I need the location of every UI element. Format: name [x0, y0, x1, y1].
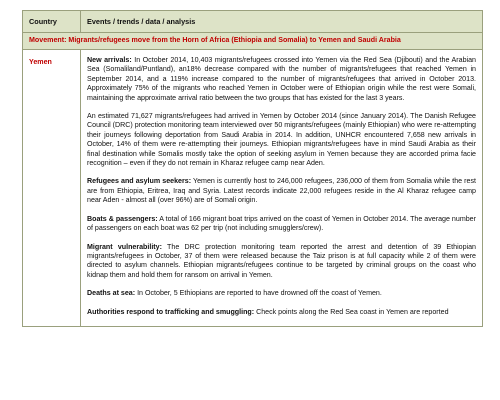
paragraph-lead: Authorities respond to trafficking and smuggling:: [87, 307, 255, 316]
paragraph-text: Check points along the Red Sea coast in Yemen are reported: [254, 307, 449, 316]
paragraph-text: The DRC protection monitoring team reported the arrest and detention of 39 Ethiopian migrants/refugees in October, 37 of them were released because the Taiz prison is at full capacity while 2 of them were directed to asylum channels. Ethiopian migrants/refugees continue to be targeted by criminal groups on the coast who kidnap them and hold them for ransom on arrival in Yemen.: [87, 242, 477, 279]
paragraph-lead: New arrivals:: [87, 56, 132, 64]
paragraph-text: A total of 166 migrant boat trips arrived on the coast of Yemen in October 2014. The average number of passengers on each boat was 62 per trip (not including smugglers/crew).: [87, 214, 476, 233]
paragraph-lead: Refugees and asylum seekers:: [87, 177, 192, 186]
country-analysis: [81, 50, 483, 327]
paragraph-text: Yemen is currently host to 246,000 refugees, 236,000 of them from Somalia while the rest are from Ethiopia, Eritrea, Iraq and Syria. Latest records indicate 22,000 refugees reside in the Al Kharaz refugee camp near Aden - almost all (over 96%) are of Somali origin.: [87, 177, 476, 205]
paragraph: [87, 56, 476, 103]
country-row: [23, 50, 483, 327]
paragraph-lead: Migrant vulnerability:: [87, 242, 162, 251]
paragraph-text: In October, 5 Ethiopians are reported to have drowned off the coast of Yemen.: [135, 289, 382, 298]
header-country: Country: [23, 11, 81, 33]
table-header-row: [23, 11, 483, 33]
paragraph-text: In October 2014, 10,403 migrants/refugees crossed into Yemen via the Red Sea (Djibouti) and the Arabian Sea (Somaliland/Puntland), an18% decrease compared with the number of migrants/refugees that reached Yemen in September 2014, and a 119% increase compared to the number of migrants/refugees that arrived in October 2013. Approximately 75% of the migrants who reached Yemen in October were of Ethiopian origin while the rest were Somali, maintaining the approximate arrival ratio between the two groups that has existed for the last 3 years.: [87, 56, 476, 102]
paragraph: [87, 243, 476, 281]
country-name: Yemen: [23, 50, 81, 327]
paragraph: [87, 112, 476, 168]
paragraph-lead: Boats & passengers:: [87, 214, 158, 223]
paragraph: [87, 308, 476, 317]
movement-row: [23, 33, 483, 50]
paragraph-lead: Deaths at sea:: [87, 289, 136, 298]
movement-title: Movement: Migrants/refugees move from the Horn of Africa (Ethiopia and Somalia) to Yemen and Saudi Arabia: [23, 33, 483, 50]
country-events-table: [22, 10, 483, 327]
paragraph: [87, 215, 476, 234]
paragraph-text: An estimated 71,627 migrants/refugees had arrived in Yemen by October 2014 (since January 2014). The Danish Refugee Council (DRC) protection monitoring team interviewed over 50 migrants/refugees (mainly Ethiopian) who were re-attempting their journeys following deportation from Saudi Arabia in 2014. In addition, UNHCR encountered 7,658 new arrivals in October, 14% of them were re-attempting their journeys. Ethiopian migrants/refugees have in mind Saudi Arabia as their final destination while Somalis mostly take the option of seeking asylum in Yemen because they are accorded prima facie recognition – even if they do not remain in Kharaz refugee camp near Aden.: [87, 112, 476, 168]
paragraph: [87, 289, 476, 298]
header-events: Events / trends / data / analysis: [81, 11, 483, 33]
paragraph: [87, 177, 476, 205]
